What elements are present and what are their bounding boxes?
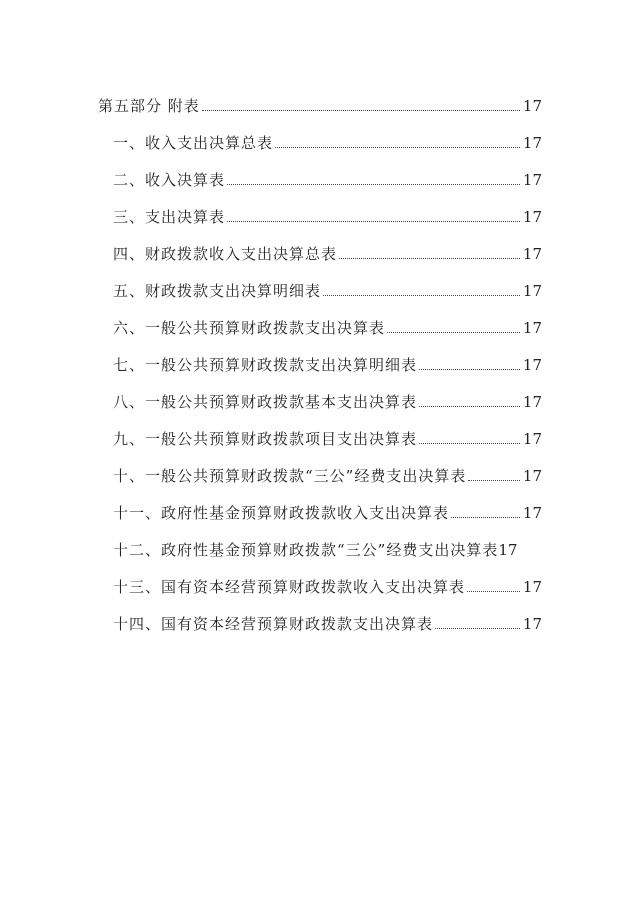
toc-entry[interactable] (0, 235, 640, 272)
dot-leader (419, 369, 520, 370)
dot-leader (323, 295, 520, 296)
toc-entry-label: 十三、国有资本经营预算财政拨款收入支出决算表 (113, 578, 466, 596)
toc-entry[interactable] (0, 568, 640, 605)
toc-page-number: 17 (522, 133, 542, 152)
toc-page-number: 17 (522, 96, 542, 115)
toc-entry[interactable] (0, 309, 640, 346)
toc-entry-label: 三、支出决算表 (113, 208, 226, 226)
toc-entry-label: 十四、国有资本经营预算财政拨款支出决算表 (113, 615, 434, 633)
toc-entry[interactable] (0, 124, 640, 161)
toc-page-number: 17 (522, 429, 542, 448)
toc-entry-label: 十二、政府性基金预算财政拨款“三公”经费支出决算表 (113, 541, 499, 559)
dot-leader (227, 184, 520, 185)
dot-leader (275, 147, 520, 148)
dot-leader (451, 517, 520, 518)
dot-leader (202, 110, 520, 111)
toc-entry-label: 十一、政府性基金预算财政拨款收入支出决算表 (113, 504, 450, 522)
toc-page-number: 17 (522, 207, 542, 226)
dot-leader (419, 443, 520, 444)
toc-page-number: 17 (522, 281, 542, 300)
toc-entry[interactable] (0, 346, 640, 383)
toc-entry[interactable] (0, 531, 640, 568)
toc-entry[interactable] (0, 161, 640, 198)
dot-leader (435, 628, 520, 629)
dot-leader (227, 221, 520, 222)
toc-entry[interactable] (0, 494, 640, 531)
toc-entry-label: 十、一般公共预算财政拨款“三公”经费支出决算表 (113, 467, 467, 485)
dot-leader (467, 591, 520, 592)
table-of-contents (0, 87, 640, 642)
toc-entry[interactable] (0, 605, 640, 642)
toc-entry-label: 九、一般公共预算财政拨款项目支出决算表 (113, 430, 418, 448)
toc-entry-label: 四、财政拨款收入支出决算总表 (113, 245, 338, 263)
toc-entry[interactable] (0, 383, 640, 420)
toc-page-number: 17 (522, 577, 542, 596)
dot-leader (419, 406, 520, 407)
dot-leader (468, 480, 520, 481)
toc-entry[interactable] (0, 87, 640, 124)
toc-entry-label: 五、财政拨款支出决算明细表 (113, 282, 322, 300)
toc-page-number: 17 (522, 503, 542, 522)
toc-entry-label: 一、收入支出决算总表 (113, 134, 274, 152)
toc-entry-label: 六、一般公共预算财政拨款支出决算表 (113, 319, 386, 337)
dot-leader (339, 258, 520, 259)
toc-entry[interactable] (0, 420, 640, 457)
dot-leader (387, 332, 520, 333)
toc-entry-label: 八、一般公共预算财政拨款基本支出决算表 (113, 393, 418, 411)
toc-entry[interactable] (0, 457, 640, 494)
toc-page-number: 17 (522, 466, 542, 485)
toc-page-number: 17 (522, 614, 542, 633)
toc-page-number: 17 (522, 170, 542, 189)
toc-entry-label: 七、一般公共预算财政拨款支出决算明细表 (113, 356, 418, 374)
toc-page-number: 17 (522, 244, 542, 263)
toc-page-number: 17 (522, 318, 542, 337)
toc-entry[interactable] (0, 272, 640, 309)
toc-page-number: 17 (498, 540, 518, 559)
toc-entry[interactable] (0, 198, 640, 235)
toc-entry-label: 二、收入决算表 (113, 171, 226, 189)
toc-page-number: 17 (522, 355, 542, 374)
toc-entry-label: 第五部分 附表 (98, 97, 200, 115)
toc-page-number: 17 (522, 392, 542, 411)
